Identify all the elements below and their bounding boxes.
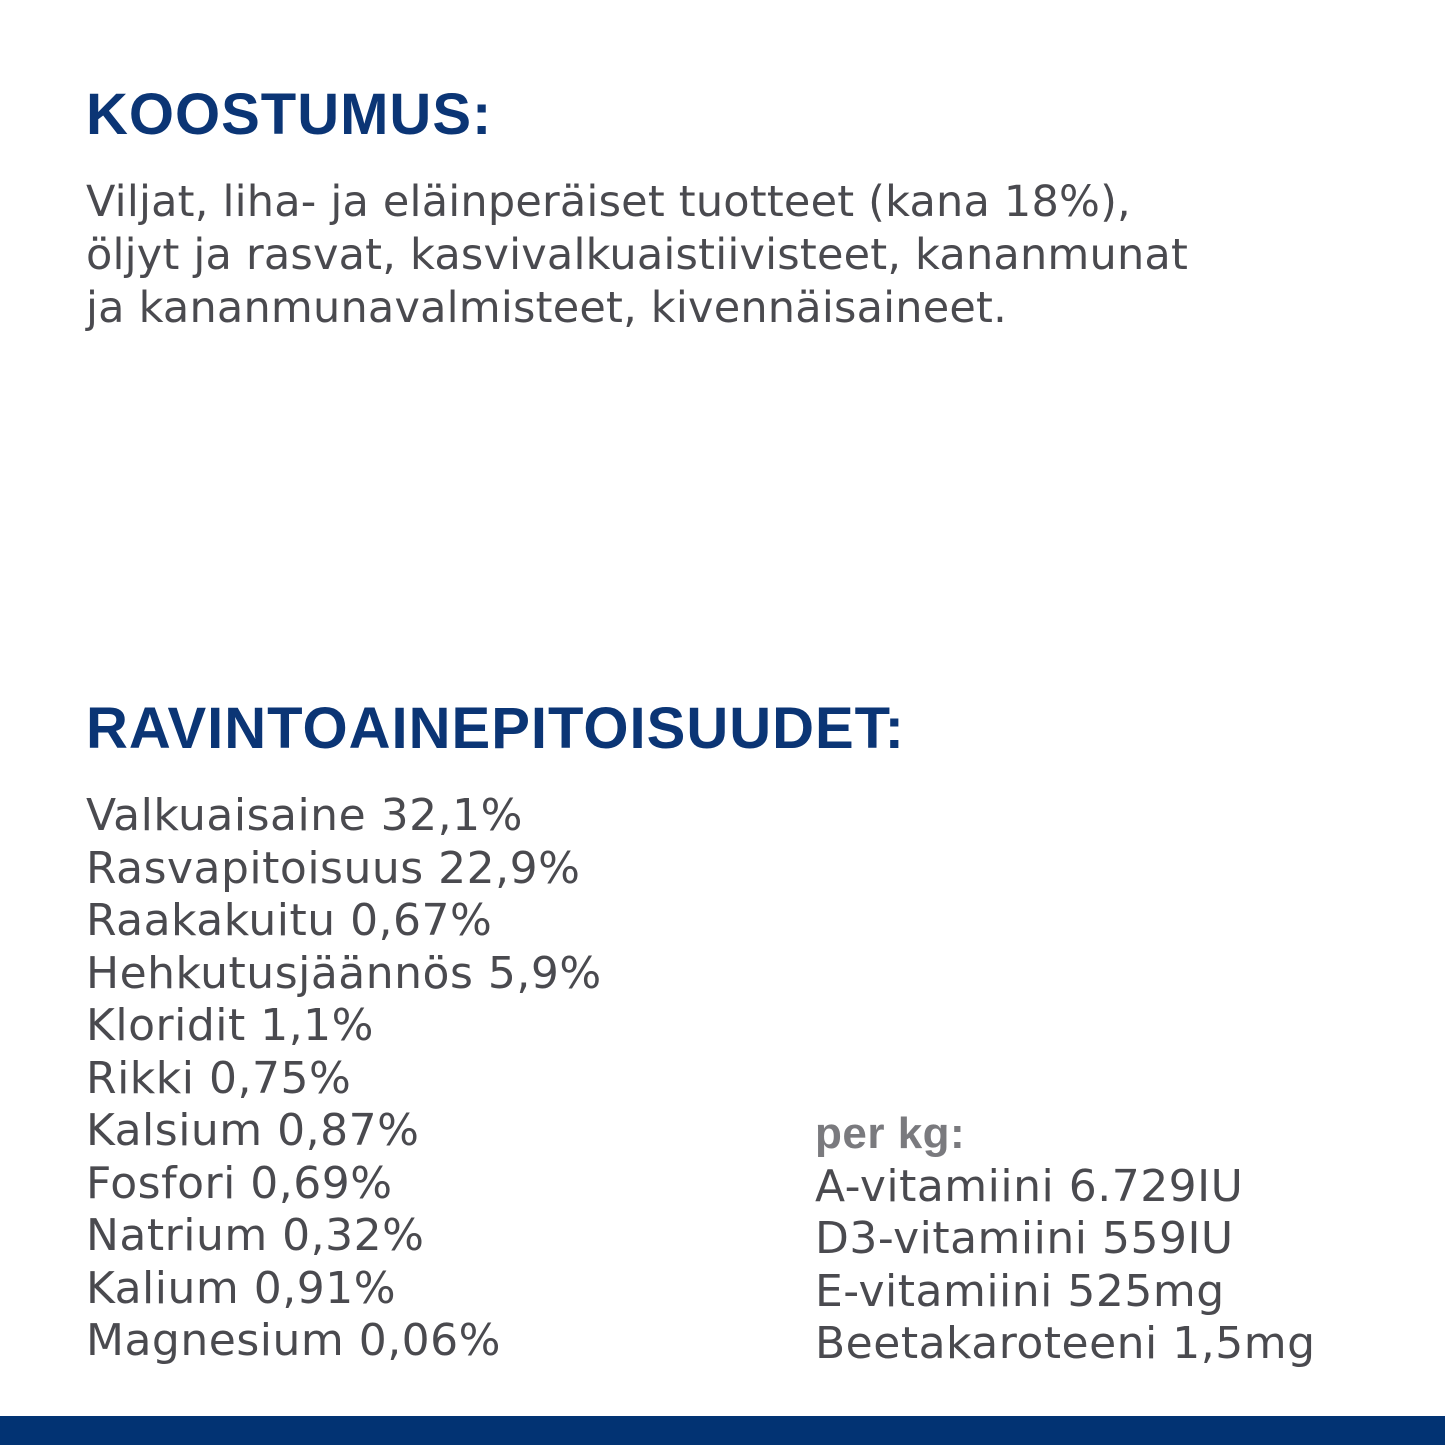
per-kg-title: per kg: [815, 1109, 966, 1158]
nutrient-item-calcium: Kalsium 0,87% [86, 1105, 420, 1156]
bottom-brand-bar [0, 1416, 1445, 1445]
vitamin-item-beta-carotene: Beetakaroteeni 1,5mg [815, 1318, 1316, 1369]
composition-line: öljyt ja rasvat, kasvivalkuaistiivisteet, kananmunat [86, 230, 1189, 280]
nutrients-heading: RAVINTOAINEPITOISUUDET: [86, 696, 905, 761]
nutrient-item-sulphur: Rikki 0,75% [86, 1052, 352, 1104]
nutrient-list [86, 790, 602, 1368]
nutrient-item-protein: Valkuaisaine 32,1% [86, 790, 523, 841]
vitamin-item-e: E-vitamiini 525mg [815, 1265, 1225, 1317]
composition-heading: KOOSTUMUS: [86, 82, 493, 147]
nutrient-item-fibre: Raakakuitu 0,67% [86, 895, 493, 946]
nutrient-item-sodium: Natrium 0,32% [86, 1210, 425, 1261]
nutrient-item-phosphorus: Fosfori 0,69% [86, 1157, 393, 1209]
composition-text [86, 176, 1386, 335]
composition-line: ja kananmunavalmisteet, kivennäisaineet. [86, 283, 1007, 333]
vitamin-list [815, 1161, 1316, 1371]
nutrient-item-magnesium: Magnesium 0,06% [86, 1315, 501, 1366]
vitamin-item-a: A-vitamiini 6.729IU [815, 1160, 1244, 1212]
nutrient-item-potassium: Kalium 0,91% [86, 1262, 397, 1314]
vitamin-item-d3: D3-vitamiini 559IU [815, 1213, 1234, 1264]
nutrient-item-chlorides: Kloridit 1,1% [86, 1000, 374, 1051]
nutrient-item-fat: Rasvapitoisuus 22,9% [86, 842, 581, 894]
composition-line: Viljat, liha- ja eläinperäiset tuotteet (kana 18%), [86, 177, 1131, 227]
nutrient-item-ash: Hehkutusjäännös 5,9% [86, 947, 602, 999]
per-kg-section [815, 1108, 1316, 1371]
